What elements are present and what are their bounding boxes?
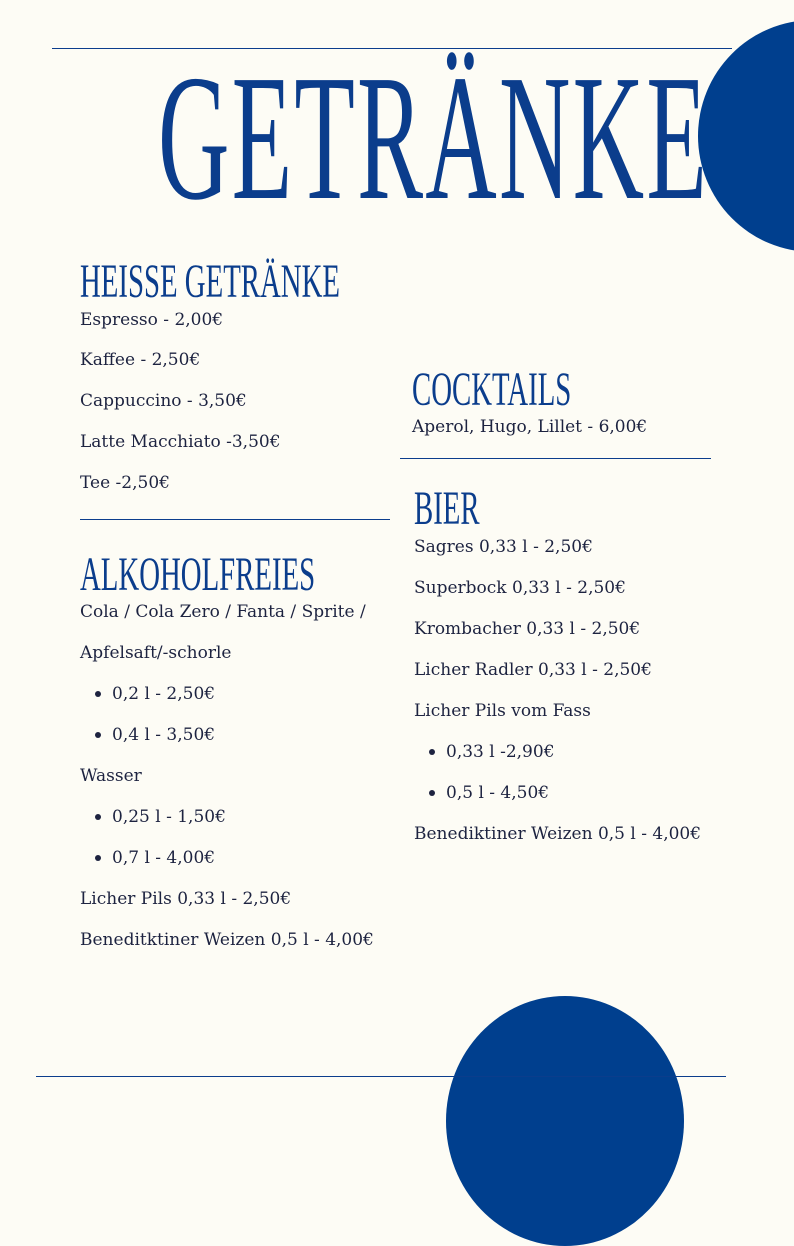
bullet-icon bbox=[429, 790, 435, 796]
section-heading-hot: HEISSE GETRÄNKE bbox=[80, 255, 340, 308]
bullet-icon bbox=[95, 732, 101, 738]
bullet-icon bbox=[95, 855, 101, 861]
size-price-item: 0,2 l - 2,50€ bbox=[112, 684, 216, 704]
menu-item: Tee -2,50€ bbox=[80, 473, 170, 493]
menu-item: Sagres 0,33 l - 2,50€ bbox=[414, 537, 593, 557]
menu-item: Latte Macchiato -3,50€ bbox=[80, 432, 281, 452]
section-heading-cocktails: COCKTAILS bbox=[412, 363, 572, 416]
menu-item: Kaffee - 2,50€ bbox=[80, 350, 201, 370]
bottom-divider bbox=[36, 1076, 726, 1077]
menu-item: Espresso - 2,00€ bbox=[80, 310, 224, 330]
hot-divider bbox=[80, 519, 390, 520]
decorative-circle-bottom bbox=[446, 996, 684, 1246]
bullet-icon bbox=[95, 814, 101, 820]
menu-item: Aperol, Hugo, Lillet - 6,00€ bbox=[412, 417, 648, 437]
decorative-circle-top-right bbox=[698, 20, 794, 252]
menu-item: Apfelsaft/-schorle bbox=[80, 643, 232, 663]
menu-item: Beneditktiner Weizen 0,5 l - 4,00€ bbox=[80, 930, 374, 950]
bullet-icon bbox=[95, 691, 101, 697]
section-heading-beer: BIER bbox=[414, 482, 480, 535]
menu-item: Wasser bbox=[80, 766, 142, 786]
menu-item: Cappuccino - 3,50€ bbox=[80, 391, 247, 411]
size-price-item: 0,4 l - 3,50€ bbox=[112, 725, 216, 745]
section-heading-nonalcoholic: ALKOHOLFREIES bbox=[80, 548, 316, 601]
size-price-item: 0,25 l - 1,50€ bbox=[112, 807, 226, 827]
size-price-item: 0,33 l -2,90€ bbox=[446, 742, 555, 762]
menu-item: Superbock 0,33 l - 2,50€ bbox=[414, 578, 626, 598]
menu-item: Krombacher 0,33 l - 2,50€ bbox=[414, 619, 641, 639]
size-price-item: 0,7 l - 4,00€ bbox=[112, 848, 216, 868]
menu-item: Benediktiner Weizen 0,5 l - 4,00€ bbox=[414, 824, 702, 844]
menu-item: Cola / Cola Zero / Fanta / Sprite / bbox=[80, 602, 366, 622]
bullet-icon bbox=[429, 749, 435, 755]
menu-item: Licher Pils 0,33 l - 2,50€ bbox=[80, 889, 292, 909]
size-price-item: 0,5 l - 4,50€ bbox=[446, 783, 550, 803]
menu-item: Licher Radler 0,33 l - 2,50€ bbox=[414, 660, 652, 680]
menu-item: Licher Pils vom Fass bbox=[414, 701, 591, 721]
page-title: GETRÄNKE bbox=[158, 38, 710, 237]
cocktails-divider bbox=[400, 458, 711, 459]
